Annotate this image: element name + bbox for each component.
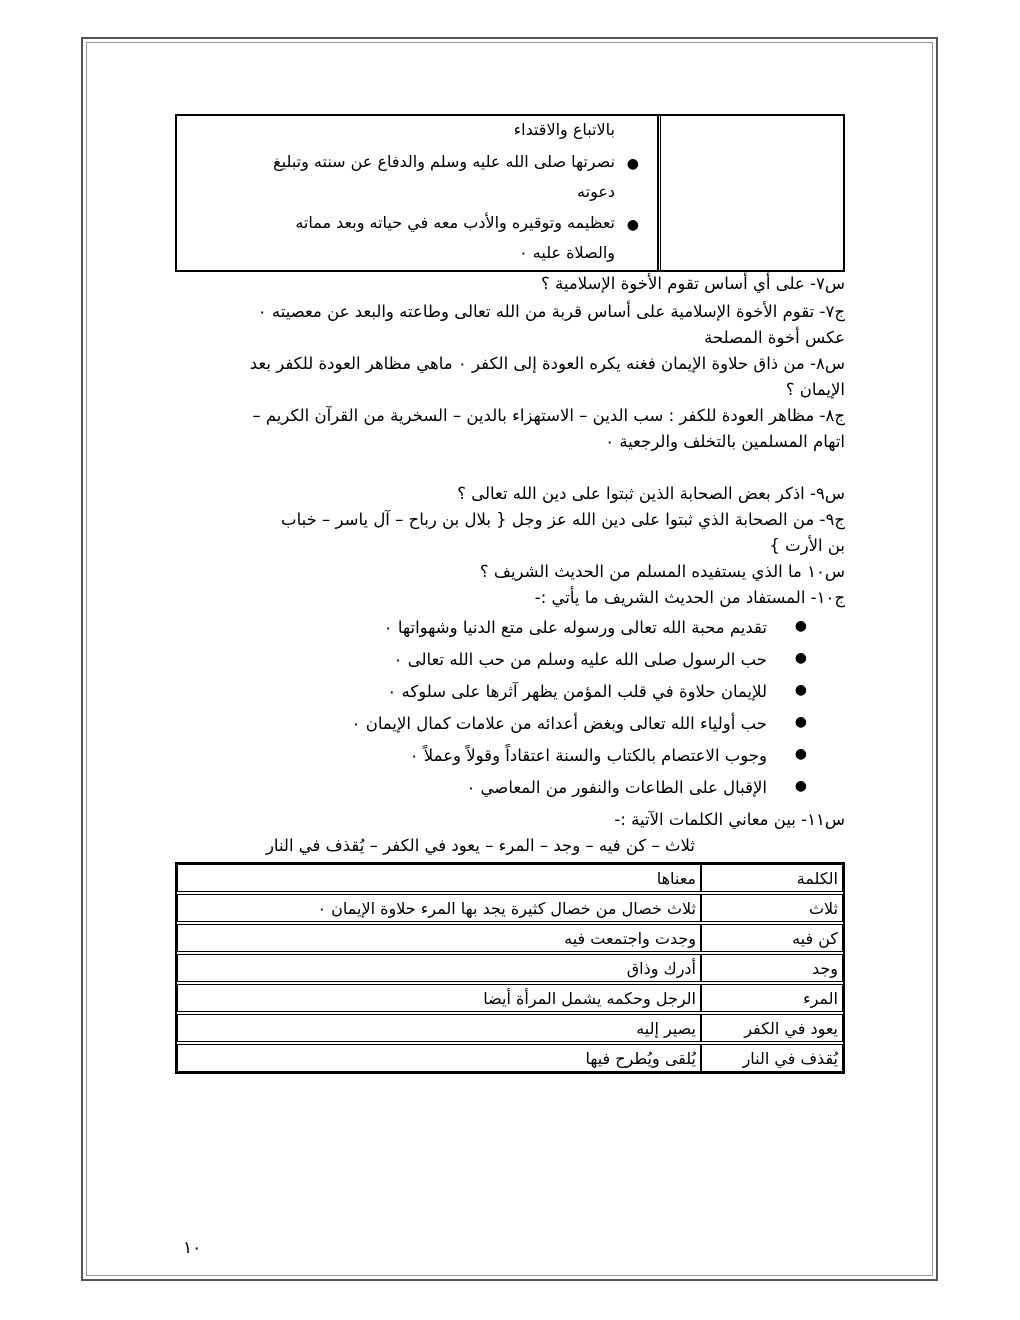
meaning-cell: أدرك وذاق (177, 954, 701, 982)
answer-9: ج٩- من الصحابة الذي ثبتوا على دين الله عز وجل { بلال بن رباح – آل ياسر – خباب (281, 510, 845, 529)
answer-8: ج٨- مظاهر العودة للكفر : سب الدين – الاستهزاء بالدين – السخرية من القرآن الكريم – (252, 406, 845, 425)
answer-7-cont: عكس أخوة المصلحة (704, 328, 845, 347)
table-header-row (177, 864, 843, 892)
continued-table (175, 114, 845, 272)
header-word: الكلمة (701, 864, 843, 892)
meaning-cell: يُلقى ويُطرح فيها (177, 1044, 701, 1072)
continued-table-cell (177, 116, 655, 270)
word-cell: يعود في الكفر (701, 1014, 843, 1042)
table-divider (657, 116, 659, 270)
table-row (177, 924, 843, 952)
question-8: س٨- من ذاق حلاوة الإيمان فغنه يكره العودة إلى الكفر ٠ ماهي مظاهر العودة للكفر بعد (249, 354, 845, 373)
question-7: س٧- على أي أساس تقوم الأخوة الإسلامية ؟ (541, 274, 845, 293)
words-line: ثلاث – كن فيه – وجد – المرء – يعود في الكفر – يُقذف في النار (265, 836, 695, 855)
bullet-icon: ● (626, 217, 639, 233)
table-divider (660, 116, 661, 270)
bullet-icon: ● (794, 682, 807, 698)
answer-7: ج٧- تقوم الأخوة الإسلامية على أساس قربة من الله تعالى وطاعته والبعد عن معصيته ٠ (257, 302, 845, 321)
bullet-icon: ● (794, 746, 807, 762)
list-item: ● حب الرسول صلى الله عليه وسلم من حب الله تعالى ٠ (393, 650, 807, 669)
word-cell: وجد (701, 954, 843, 982)
table-row (177, 894, 843, 922)
meaning-cell: ثلاث خصال من خصال كثيرة يجد بها المرء حلاوة الإيمان ٠ (177, 894, 701, 922)
table-row (177, 1014, 843, 1042)
word-cell: ثلاث (701, 894, 843, 922)
word-cell: المرء (701, 984, 843, 1012)
vocabulary-table (175, 862, 845, 1074)
cell-line: بالاتباع والاقتداء (513, 120, 615, 139)
question-10: س١٠ ما الذي يستفيده المسلم من الحديث الشريف ؟ (479, 562, 845, 581)
word-cell: يُقذف في النار (701, 1044, 843, 1072)
list-item: ● للإيمان حلاوة في قلب المؤمن يظهر آثرها على سلوكه ٠ (387, 682, 807, 701)
question-11: س١١- بين معاني الكلمات الآتية :- (614, 810, 845, 829)
cell-line: دعوته (577, 182, 615, 201)
meaning-cell: الرجل وحكمه يشمل المرأة أيضا (177, 984, 701, 1012)
bullet-icon: ● (794, 714, 807, 730)
table-row (177, 954, 843, 982)
question-9: س٩- اذكر بعض الصحابة الذين ثبتوا على دين الله تعالى ؟ (457, 484, 845, 503)
answer-9-cont: بن الأرت } (769, 536, 845, 555)
table-row (177, 984, 843, 1012)
bullet-icon: ● (794, 618, 807, 634)
meaning-cell: وجدت واجتمعت فيه (177, 924, 701, 952)
list-item: ● حب أولياء الله تعالى وبغض أعدائه من علامات كمال الإيمان ٠ (351, 714, 807, 733)
answer-10: ج١٠- المستفاد من الحديث الشريف ما يأتي :- (534, 588, 845, 607)
page-number: ١٠ (183, 1238, 202, 1258)
list-item: ● الإقبال على الطاعات والنفور من المعاصي ٠ (466, 778, 807, 797)
question-8-cont: الإيمان ؟ (785, 380, 845, 399)
answer-8-cont: اتهام المسلمين بالتخلف والرجعية ٠ (605, 432, 845, 451)
list-item: ● وجوب الاعتصام بالكتاب والسنة اعتقاداً وقولاً وعملاً ٠ (409, 746, 807, 765)
bullet-icon: ● (626, 156, 639, 172)
table-row (177, 1044, 843, 1072)
cell-line: نصرتها صلى الله عليه وسلم والدفاع عن سنته وتبليغ (273, 152, 615, 171)
cell-line: والصلاة عليه ٠ (519, 243, 615, 262)
word-cell: كن فيه (701, 924, 843, 952)
bullet-icon: ● (794, 650, 807, 666)
meaning-cell: يصير إليه (177, 1014, 701, 1042)
bullet-icon: ● (794, 778, 807, 794)
header-meaning: معناها (177, 864, 701, 892)
list-item: ● تقديم محبة الله تعالى ورسوله على متع الدنيا وشهواتها ٠ (383, 618, 807, 637)
cell-line: تعظيمه وتوقيره والأدب معه في حياته وبعد مماته (295, 213, 615, 232)
